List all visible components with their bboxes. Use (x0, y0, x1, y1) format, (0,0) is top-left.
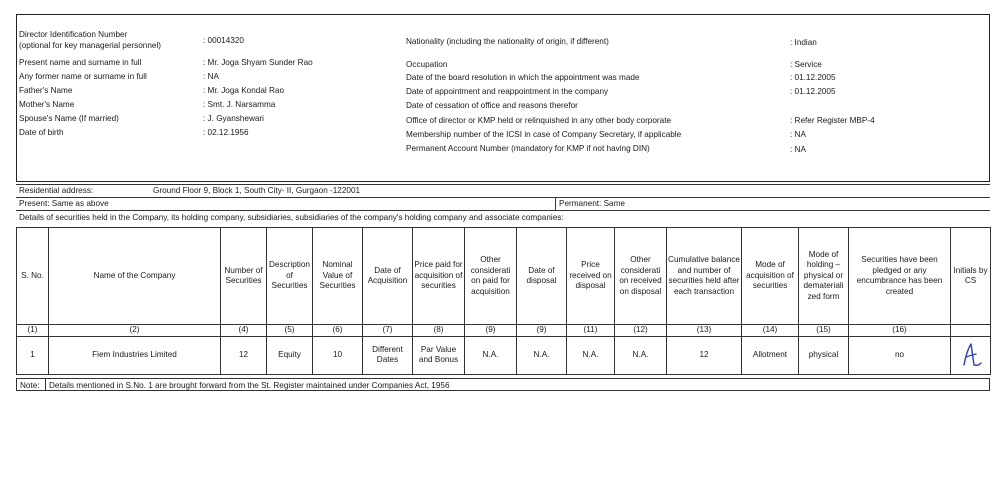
board-resolution-date-label: Date of the board resolution in which the appointment was made (406, 73, 640, 82)
column-number: (16) (849, 325, 951, 337)
column-number: (4) (221, 325, 267, 337)
cumulative-balance-cell: 12 (667, 336, 742, 374)
column-number: (11) (567, 325, 615, 337)
column-number: (5) (267, 325, 313, 337)
cessation-label: Date of cessation of office and reasons therefor (406, 101, 578, 110)
spouse-name-value: : J. Gyanshewari (203, 114, 264, 123)
divider (555, 197, 556, 210)
column-header: S. No. (17, 228, 49, 325)
table-header-row (17, 228, 991, 325)
former-name-value: : NA (203, 72, 219, 81)
nationality-label: Nationality (including the nationality of origin, if different) (406, 37, 609, 46)
pan-value: : NA (790, 145, 806, 154)
description-cell: Equity (267, 336, 313, 374)
pan-label: Permanent Account Number (mandatory for KMP if not having DIN) (406, 144, 650, 153)
spouse-name-label: Spouse's Name (If married) (19, 114, 119, 123)
residential-label: Residential address: (19, 186, 94, 195)
column-header: Name of the Company (49, 228, 221, 325)
company-name-cell: Fiem Industries Limited (49, 336, 221, 374)
present-name-label: Present name and surname in full (19, 58, 142, 67)
icsi-membership-label: Membership number of the ICSI in case of Company Secretary, if applicable (406, 130, 682, 139)
din-label: Director Identification Number (19, 30, 128, 39)
residential-value: Ground Floor 9, Block 1, South City- II, Gurgaon -122001 (153, 186, 361, 195)
column-header: Description of Securities (267, 228, 313, 325)
icsi-membership-value: : NA (790, 130, 806, 139)
number-of-securities-cell: 12 (221, 336, 267, 374)
dob-value: : 02.12.1956 (203, 128, 249, 137)
occupation-value: : Service (790, 60, 822, 69)
other-consideration-paid-cell: N.A. (465, 336, 517, 374)
nominal-value-cell: 10 (313, 336, 363, 374)
column-number: (14) (742, 325, 799, 337)
divider (45, 379, 46, 390)
column-header: Price received on disposal (567, 228, 615, 325)
divider (16, 210, 990, 211)
handwritten-initials-signature (959, 341, 983, 369)
column-header: Initials by CS (951, 228, 991, 325)
securities-table (16, 227, 991, 375)
serial-number-cell: 1 (17, 336, 49, 374)
column-header: Date of disposal (517, 228, 567, 325)
column-header: Date of Acquisition (363, 228, 413, 325)
occupation-label: Occupation (406, 60, 448, 69)
column-header: Mode of acquisition of securities (742, 228, 799, 325)
pledge-cell: no (849, 336, 951, 374)
mode-of-holding-cell: physical (799, 336, 849, 374)
table-row (17, 336, 991, 374)
column-number: (15) (799, 325, 849, 337)
price-received-cell: N.A. (567, 336, 615, 374)
mother-name-value: : Smt. J. Narsamma (203, 100, 276, 109)
column-header: Mode of holding – physical or demateriali zed form (799, 228, 849, 325)
column-number: (13) (667, 325, 742, 337)
former-name-label: Any former name or surname in full (19, 72, 147, 81)
acquisition-date-cell: Different Dates (363, 336, 413, 374)
permanent-address: Permanent: Same (559, 199, 625, 208)
column-number: (8) (413, 325, 465, 337)
other-office-label: Office of director or KMP held or relinquished in any other body corporate (406, 116, 672, 125)
column-number: (2) (49, 325, 221, 337)
column-number (951, 325, 991, 337)
column-header: Securities have been pledged or any encumbrance has been created (849, 228, 951, 325)
appointment-date-value: : 01.12.2005 (790, 87, 836, 96)
present-address: Present: Same as above (19, 199, 109, 208)
din-value: : 00014320 (203, 36, 244, 45)
column-number: (9) (465, 325, 517, 337)
other-office-value: : Refer Register MBP-4 (790, 116, 875, 125)
column-number: (6) (313, 325, 363, 337)
column-number: (7) (363, 325, 413, 337)
note-text: Details mentioned in S.No. 1 are brought forward from the St. Register maintained under Companies Act, 1956 (49, 381, 450, 390)
father-name-label: Father's Name (19, 86, 73, 95)
column-header: Cumulative balance and number of securities held after each transaction (667, 228, 742, 325)
column-header: Other considerati on received on disposal (615, 228, 667, 325)
board-resolution-date-value: : 01.12.2005 (790, 73, 836, 82)
column-number: (12) (615, 325, 667, 337)
nationality-value: : Indian (790, 38, 817, 47)
din-sublabel: (optional for key managerial personnel) (19, 41, 161, 50)
column-header: Other considerati on paid for acquisition (465, 228, 517, 325)
other-consideration-received-cell: N.A. (615, 336, 667, 374)
column-number: (1) (17, 325, 49, 337)
appointment-date-label: Date of appointment and reappointment in the company (406, 87, 609, 96)
price-paid-cell: Par Value and Bonus (413, 336, 465, 374)
note-label: Note: (20, 381, 40, 390)
note-row (16, 378, 990, 391)
dob-label: Date of birth (19, 128, 64, 137)
column-header: Nominal Value of Securities (313, 228, 363, 325)
column-number-row (17, 325, 991, 337)
initials-cell (951, 336, 991, 374)
mode-of-acquisition-cell: Allotment (742, 336, 799, 374)
present-name-value: : Mr. Joga Shyam Sunder Rao (203, 58, 313, 67)
father-name-value: : Mr. Joga Kondal Rao (203, 86, 285, 95)
details-heading: Details of securities held in the Company, its holding company, subsidiaries, subsidiaries of the company's holding company and associate companies: (19, 213, 564, 222)
divider (16, 184, 990, 185)
mother-name-label: Mother's Name (19, 100, 75, 109)
column-header: Number of Securities (221, 228, 267, 325)
column-number: (9) (517, 325, 567, 337)
column-header: Price paid for acquisition of securities (413, 228, 465, 325)
divider (16, 197, 990, 198)
disposal-date-cell: N.A. (517, 336, 567, 374)
